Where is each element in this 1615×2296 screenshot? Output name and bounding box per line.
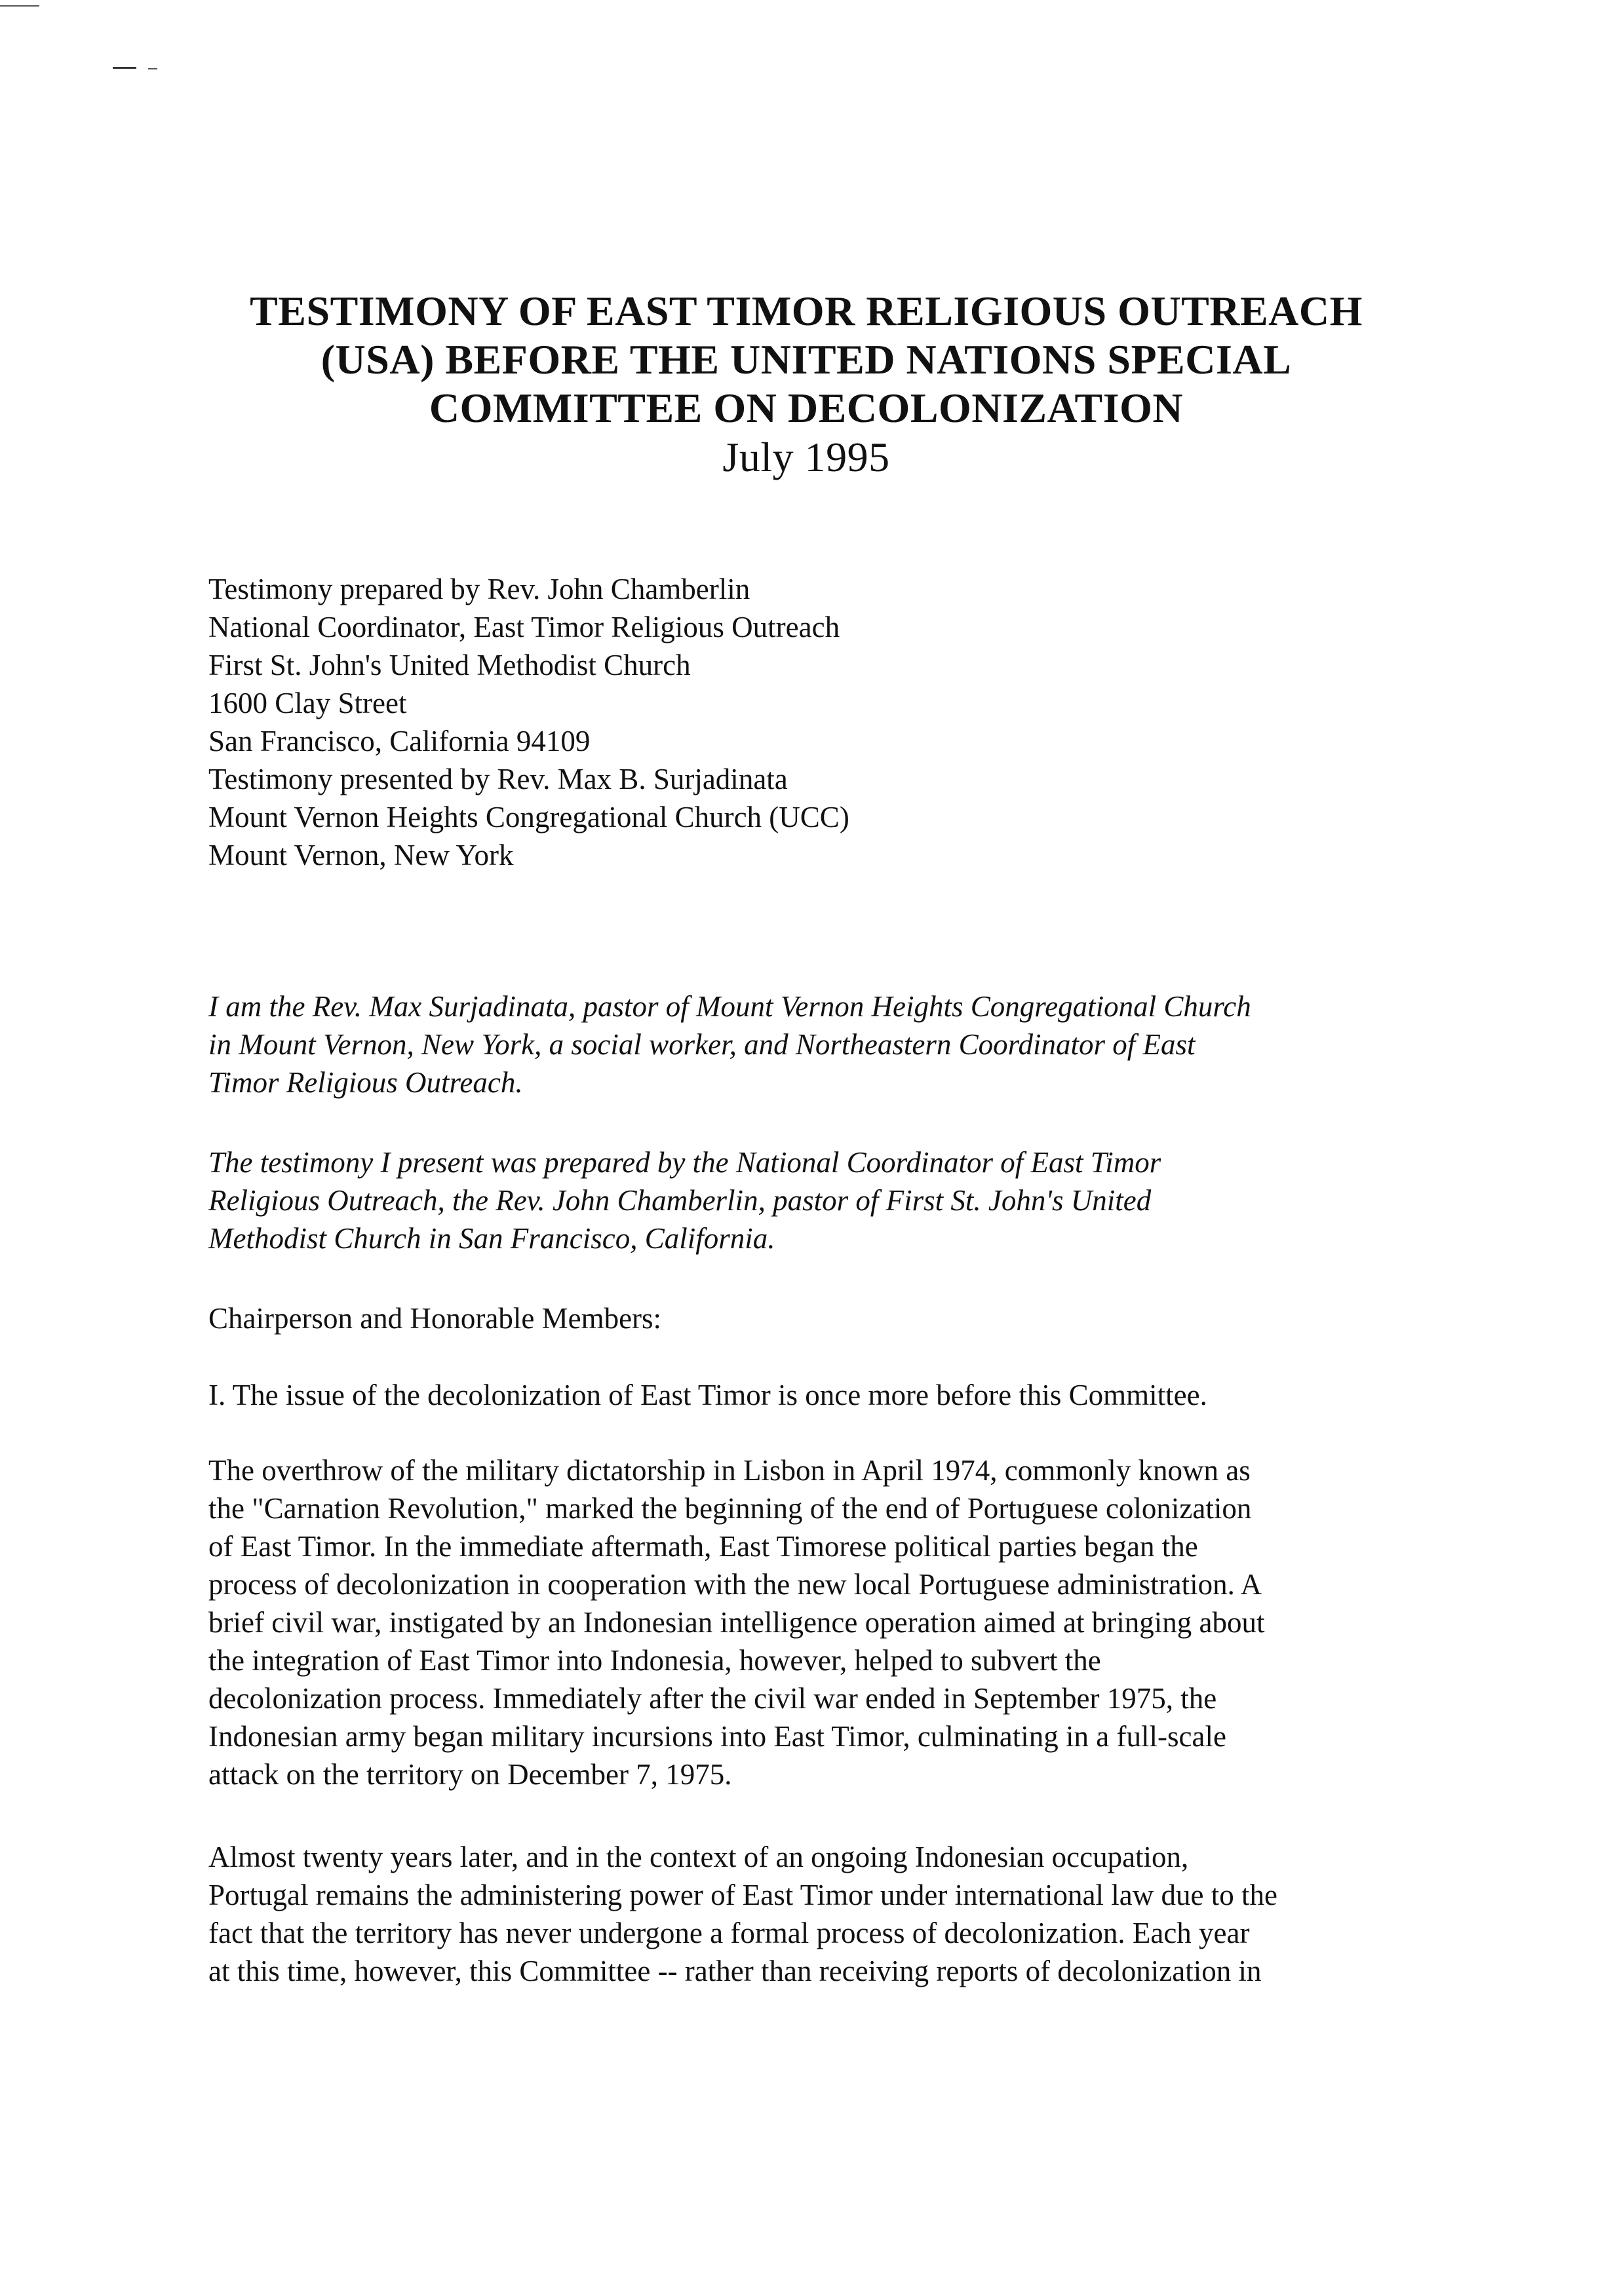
- intro-paragraph-author: [208, 1143, 1401, 1257]
- presented-line: Testimony presented by Rev. Max B. Surjadinata: [208, 763, 788, 795]
- intro-line: in Mount Vernon, New York, a social worker, and Northeastern Coordinator of East: [208, 1028, 1196, 1061]
- intro-line: The testimony I present was prepared by the National Coordinator of East Timor: [208, 1146, 1161, 1179]
- prepared-line: National Coordinator, East Timor Religious Outreach: [208, 611, 840, 643]
- salutation-line: Chairperson and Honorable Members:: [208, 1302, 662, 1335]
- scan-artifact: [148, 68, 157, 69]
- title-line: (USA) BEFORE THE UNITED NATIONS SPECIAL: [321, 336, 1292, 383]
- body-line: of East Timor. In the immediate aftermath, East Timorese political parties began the: [208, 1530, 1198, 1563]
- title-line: COMMITTEE ON DECOLONIZATION: [429, 385, 1184, 431]
- body-line: Indonesian army began military incursions into East Timor, culminating in a full-scale: [208, 1720, 1226, 1753]
- prepared-line: 1600 Clay Street: [208, 687, 407, 719]
- body-line: brief civil war, instigated by an Indonesian intelligence operation aimed at bringing about: [208, 1606, 1265, 1639]
- document-title: [164, 287, 1449, 482]
- body-line: the "Carnation Revolution," marked the beginning of the end of Portuguese colonization: [208, 1492, 1252, 1525]
- prepared-line: San Francisco, California 94109: [208, 725, 591, 757]
- body-line: Almost twenty years later, and in the context of an ongoing Indonesian occupation,: [208, 1841, 1189, 1873]
- prepared-by-block: [208, 570, 1401, 760]
- intro-paragraph-speaker: [208, 987, 1401, 1101]
- section-one-heading: [208, 1376, 1401, 1414]
- title-line: TESTIMONY OF EAST TIMOR RELIGIOUS OUTREACH: [250, 288, 1363, 334]
- presented-line: Mount Vernon Heights Congregational Church (UCC): [208, 801, 849, 833]
- body-paragraph-history: [208, 1451, 1401, 1793]
- scan-artifact: [0, 5, 39, 7]
- scan-artifact: [113, 67, 136, 69]
- body-paragraph-current: [208, 1838, 1401, 1990]
- intro-line: Methodist Church in San Francisco, California.: [208, 1222, 775, 1255]
- prepared-line: First St. John's United Methodist Church: [208, 649, 691, 681]
- section-one-line: I. The issue of the decolonization of East Timor is once more before this Committee.: [208, 1379, 1207, 1411]
- intro-line: I am the Rev. Max Surjadinata, pastor of Mount Vernon Heights Congregational Church: [208, 990, 1251, 1023]
- body-line: process of decolonization in cooperation with the new local Portuguese administration. A: [208, 1568, 1262, 1601]
- body-line: at this time, however, this Committee -- rather than receiving reports of decolonization in: [208, 1955, 1262, 1987]
- body-line: the integration of East Timor into Indonesia, however, helped to subvert the: [208, 1644, 1101, 1677]
- body-line: The overthrow of the military dictatorship in Lisbon in April 1974, commonly known as: [208, 1454, 1251, 1487]
- prepared-line: Testimony prepared by Rev. John Chamberlin: [208, 573, 750, 605]
- presented-line: Mount Vernon, New York: [208, 839, 514, 871]
- intro-line: Religious Outreach, the Rev. John Chamberlin, pastor of First St. John's United: [208, 1184, 1152, 1217]
- presented-by-block: [208, 760, 1401, 874]
- body-line: Portugal remains the administering power of East Timor under international law due to the: [208, 1879, 1277, 1911]
- body-line: decolonization process. Immediately after the civil war ended in September 1975, the: [208, 1682, 1217, 1715]
- body-line: attack on the territory on December 7, 1975.: [208, 1758, 732, 1791]
- intro-line: Timor Religious Outreach.: [208, 1066, 523, 1099]
- salutation: [208, 1299, 1401, 1337]
- document-date: July 1995: [722, 434, 890, 480]
- body-line: fact that the territory has never undergone a formal process of decolonization. Each year: [208, 1917, 1250, 1949]
